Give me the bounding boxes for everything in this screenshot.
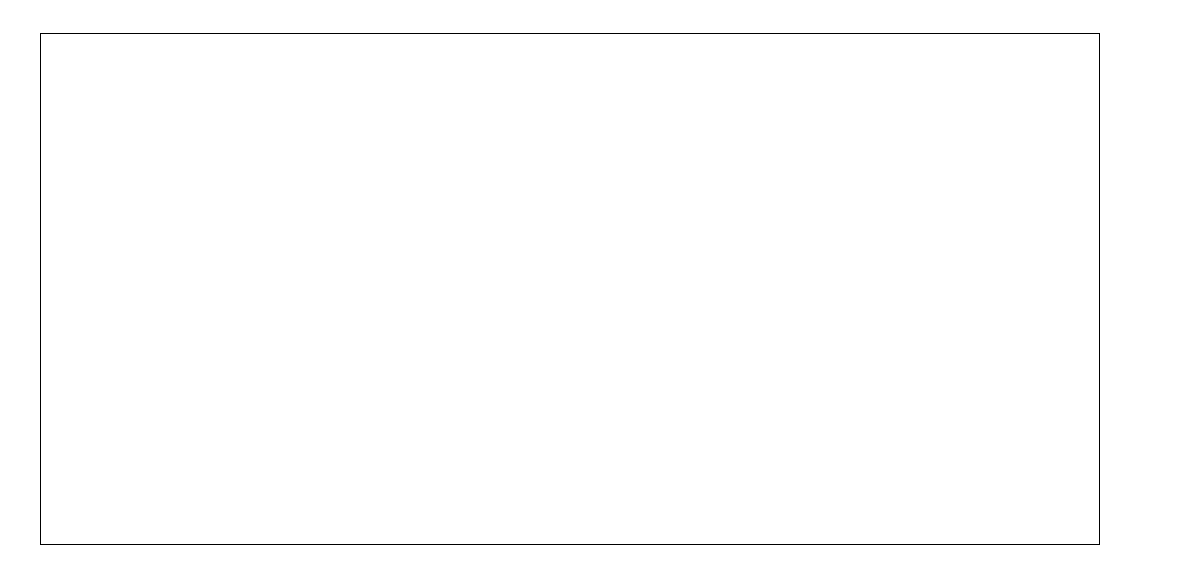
x-axis-labels — [40, 547, 1100, 567]
colorbar — [1107, 33, 1152, 545]
y-axis-labels — [0, 33, 32, 545]
heatmap-grid — [40, 33, 1100, 545]
